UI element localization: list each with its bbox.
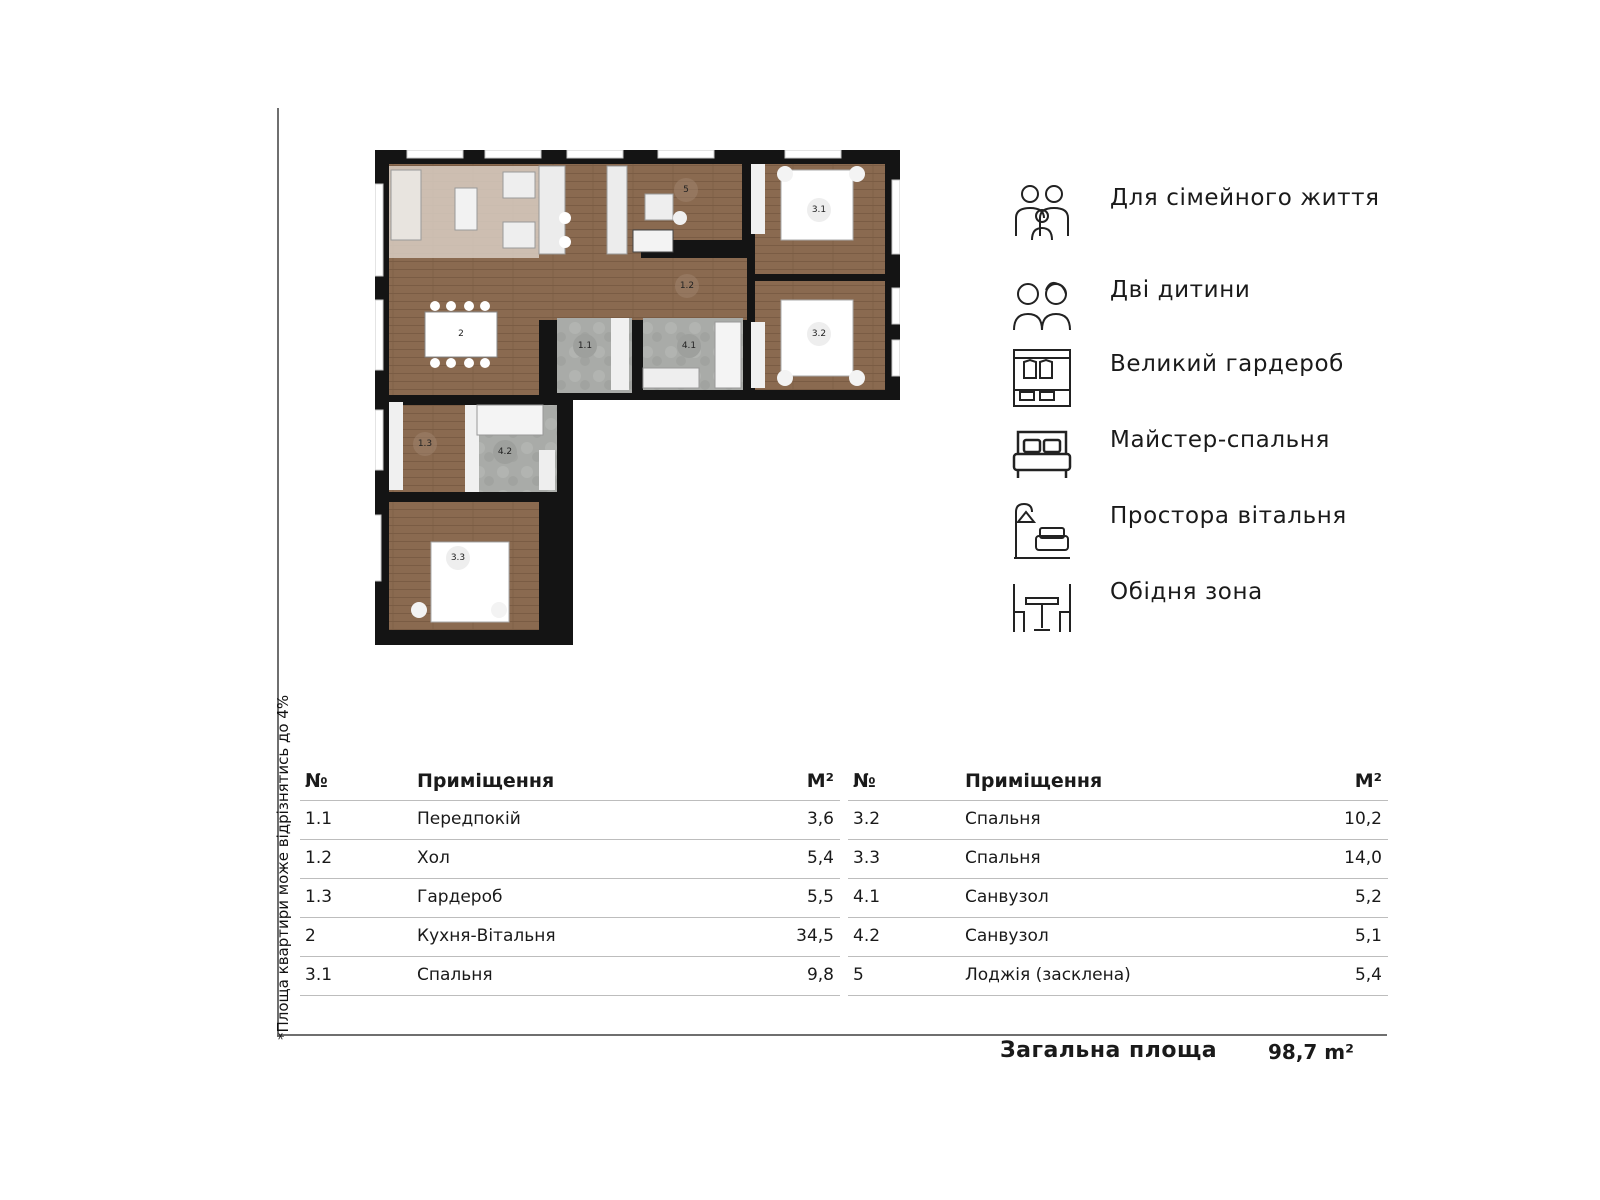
table-row: 3.3 Спальня 14,0 bbox=[848, 840, 1388, 879]
room-label-bedroom-3-1 bbox=[807, 198, 831, 222]
feature-family bbox=[1010, 180, 1430, 250]
room-label-bath-4-1 bbox=[677, 334, 701, 358]
rooms-table-right bbox=[848, 768, 1388, 996]
area-disclaimer: *Площа квартири може відрізнятись до 4% bbox=[274, 694, 292, 1040]
header-room: Приміщення bbox=[965, 770, 1103, 792]
table-row: 4.2 Санвузол 5,1 bbox=[848, 918, 1388, 957]
svg-text:4.2: 4.2 bbox=[497, 447, 513, 457]
room-label-kitchen-living bbox=[449, 322, 473, 346]
svg-text:4.1: 4.1 bbox=[681, 341, 697, 351]
room-label-bedroom-3-3 bbox=[446, 546, 470, 570]
svg-text:3.3: 3.3 bbox=[450, 553, 466, 563]
feature-label: Обідня зона bbox=[1110, 579, 1263, 605]
svg-text:1.2: 1.2 bbox=[679, 281, 695, 291]
bed-icon bbox=[1010, 422, 1074, 486]
svg-text:2: 2 bbox=[458, 329, 464, 339]
feature-spacious-living bbox=[1010, 498, 1430, 568]
feature-label: Великий гардероб bbox=[1110, 351, 1344, 377]
table-row: 1.2 Хол 5,4 bbox=[300, 840, 840, 879]
feature-label: Майстер-спальня bbox=[1110, 427, 1330, 453]
room-label-wardrobe bbox=[413, 432, 437, 456]
floor-plan bbox=[375, 150, 900, 645]
table-row: 3.2 Спальня 10,2 bbox=[848, 801, 1388, 840]
table-row: 2 Кухня-Вітальня 34,5 bbox=[300, 918, 840, 957]
header-area: М² bbox=[806, 770, 834, 792]
room-label-loggia bbox=[674, 178, 698, 202]
table-row: 3.1 Спальня 9,8 bbox=[300, 957, 840, 996]
total-area bbox=[1000, 1036, 1380, 1072]
wardrobe-icon bbox=[1010, 346, 1074, 410]
svg-text:5: 5 bbox=[683, 185, 689, 195]
total-area-label: Загальна площа bbox=[1000, 1038, 1218, 1063]
svg-text:1.3: 1.3 bbox=[417, 439, 433, 449]
table-header bbox=[848, 768, 1388, 801]
header-no: № bbox=[853, 770, 876, 792]
total-area-value: 98,7 m² bbox=[1268, 1040, 1354, 1064]
table-row: 5 Лоджія (засклена) 5,4 bbox=[848, 957, 1388, 996]
header-no: № bbox=[305, 770, 328, 792]
header-area: М² bbox=[1354, 770, 1382, 792]
table-row: 1.1 Передпокій 3,6 bbox=[300, 801, 840, 840]
feature-dining-area bbox=[1010, 574, 1430, 644]
svg-text:1.1: 1.1 bbox=[577, 341, 593, 351]
room-label-entry bbox=[573, 334, 597, 358]
feature-master-bedroom bbox=[1010, 422, 1430, 492]
table-row: 4.1 Санвузол 5,2 bbox=[848, 879, 1388, 918]
feature-label: Для сімейного життя bbox=[1110, 185, 1380, 211]
feature-label: Дві дитини bbox=[1110, 277, 1251, 303]
lamp-sofa-icon bbox=[1010, 498, 1074, 562]
room-label-bath-4-2 bbox=[493, 440, 517, 464]
family-icon bbox=[1010, 180, 1074, 244]
rooms-table-left bbox=[300, 768, 840, 996]
header-room: Приміщення bbox=[417, 770, 555, 792]
feature-two-children bbox=[1010, 272, 1430, 342]
room-label-hall bbox=[675, 274, 699, 298]
feature-big-wardrobe bbox=[1010, 346, 1430, 416]
svg-text:3.2: 3.2 bbox=[811, 329, 827, 339]
svg-text:3.1: 3.1 bbox=[811, 205, 827, 215]
table-header bbox=[300, 768, 840, 801]
table-row: 1.3 Гардероб 5,5 bbox=[300, 879, 840, 918]
feature-label: Простора вітальня bbox=[1110, 503, 1347, 529]
room-label-bedroom-3-2 bbox=[807, 322, 831, 346]
dining-table-icon bbox=[1010, 574, 1074, 638]
two-children-icon bbox=[1010, 272, 1074, 336]
